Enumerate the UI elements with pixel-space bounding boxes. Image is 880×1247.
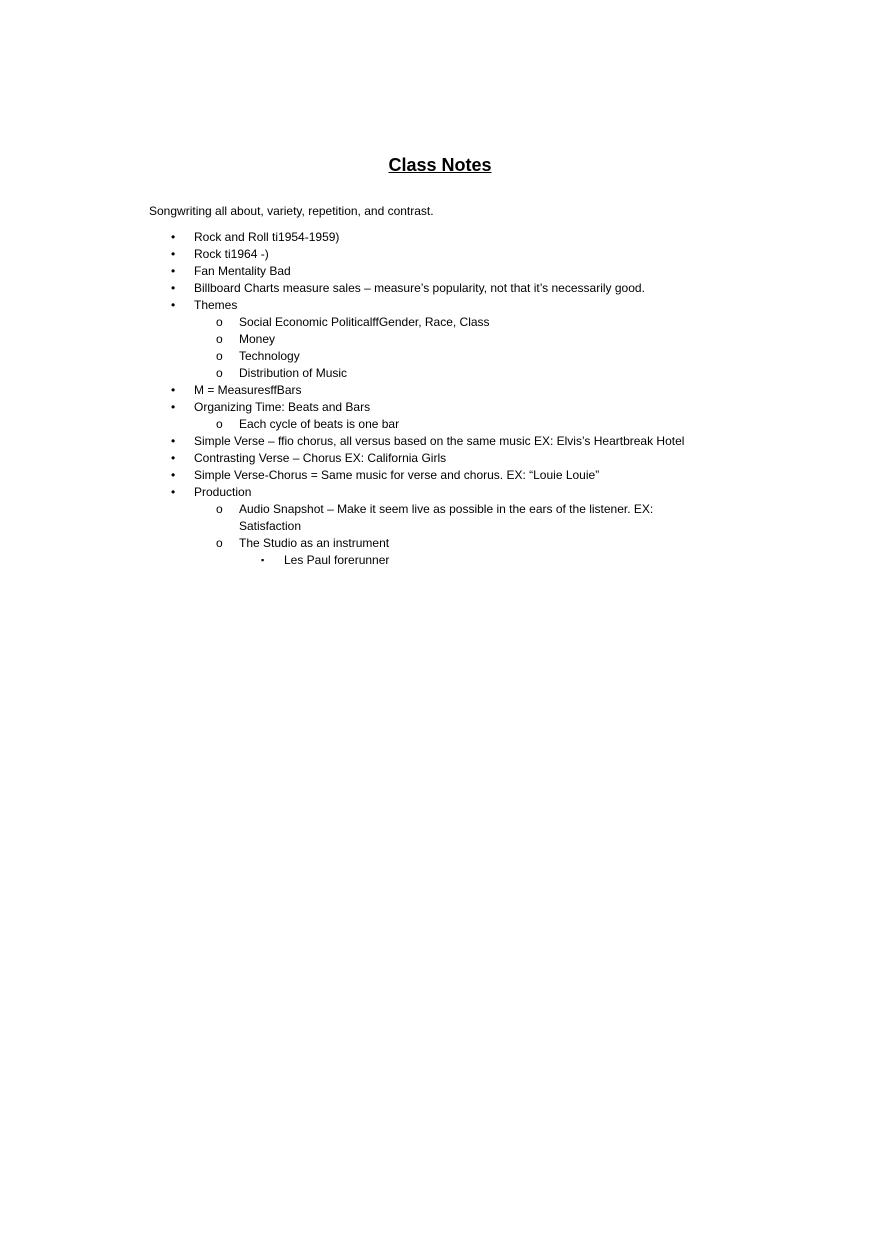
list-item-text: Each cycle of beats is one bar bbox=[239, 417, 400, 431]
circle-bullet-icon: o bbox=[216, 332, 223, 346]
list-item bbox=[0, 382, 880, 399]
list-item-text: Simple Verse-Chorus = Same music for verse and chorus. EX: “Louie Louie” bbox=[194, 468, 600, 482]
list-item-text: Money bbox=[239, 332, 276, 346]
list-item-text: Audio Snapshot – Make it seem live as possible in the ears of the listener. EX: Satisfaction bbox=[239, 502, 654, 533]
circle-bullet-icon: o bbox=[216, 315, 223, 329]
list-subitem bbox=[0, 501, 880, 535]
list-item-text: The Studio as an instrument bbox=[239, 536, 390, 550]
bullet-icon: • bbox=[171, 383, 176, 397]
page-title: Class Notes bbox=[388, 155, 492, 175]
list-item bbox=[0, 433, 880, 450]
list-subitem bbox=[0, 348, 880, 365]
list-item-text: Themes bbox=[194, 298, 238, 312]
list-item-text: Technology bbox=[239, 349, 300, 363]
list-item-text: Distribution of Music bbox=[239, 366, 348, 380]
circle-bullet-icon: o bbox=[216, 502, 223, 516]
list-item-text: M = MeasuresffBars bbox=[194, 383, 302, 397]
bullet-icon: • bbox=[171, 468, 176, 482]
circle-bullet-icon: o bbox=[216, 417, 223, 431]
list-item-text: Production bbox=[194, 485, 252, 499]
list-subitem bbox=[0, 416, 880, 433]
list-subitem bbox=[0, 331, 880, 348]
bullet-icon: • bbox=[171, 298, 176, 312]
list-subitem bbox=[0, 314, 880, 331]
bullet-icon: • bbox=[171, 485, 176, 499]
intro-paragraph: Songwriting all about, variety, repetition, and contrast. bbox=[149, 204, 434, 218]
list-item bbox=[0, 450, 880, 467]
list-item bbox=[0, 280, 880, 297]
list-item-text: Fan Mentality Bad bbox=[194, 264, 291, 278]
list-item-text: Rock ti1964 -) bbox=[194, 247, 269, 261]
bullet-icon: • bbox=[171, 400, 176, 414]
list-item bbox=[0, 229, 880, 246]
list-item-text: Contrasting Verse – Chorus EX: California Girls bbox=[194, 451, 447, 465]
bullet-icon: • bbox=[171, 264, 176, 278]
list-item-text: Social Economic PoliticalffGender, Race, Class bbox=[239, 315, 490, 329]
bullet-icon: • bbox=[171, 247, 176, 261]
bullet-icon: • bbox=[171, 230, 176, 244]
list-item bbox=[0, 399, 880, 416]
list-item-text: Organizing Time: Beats and Bars bbox=[194, 400, 371, 414]
list-item bbox=[0, 246, 880, 263]
list-item bbox=[0, 467, 880, 484]
circle-bullet-icon: o bbox=[216, 536, 223, 550]
list-subsubitem bbox=[0, 552, 880, 569]
square-bullet-icon: ▪ bbox=[261, 555, 265, 565]
list-subitem bbox=[0, 365, 880, 382]
list-item bbox=[0, 263, 880, 280]
list-item-text: Rock and Roll ti1954-1959) bbox=[194, 230, 340, 244]
list-item-text: Billboard Charts measure sales – measure’s popularity, not that it’s necessarily good. bbox=[194, 281, 645, 295]
list-item-text: Les Paul forerunner bbox=[284, 553, 390, 567]
list-item bbox=[0, 297, 880, 314]
bullet-icon: • bbox=[171, 451, 176, 465]
bullet-icon: • bbox=[171, 434, 176, 448]
notes-list bbox=[0, 229, 880, 569]
list-item-text: Simple Verse – ffio chorus, all versus based on the same music EX: Elvis’s Heartbreak Hotel bbox=[194, 434, 685, 448]
bullet-icon: • bbox=[171, 281, 176, 295]
circle-bullet-icon: o bbox=[216, 366, 223, 380]
circle-bullet-icon: o bbox=[216, 349, 223, 363]
list-subitem bbox=[0, 535, 880, 552]
list-item bbox=[0, 484, 880, 501]
